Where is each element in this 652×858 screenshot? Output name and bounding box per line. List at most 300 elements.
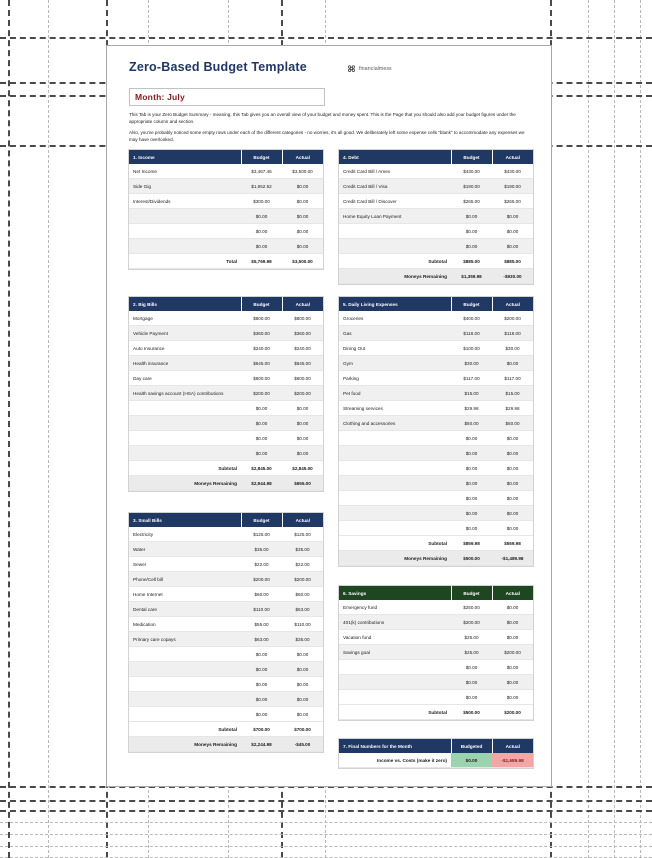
row-actual-value[interactable]: $35.00 <box>282 542 323 557</box>
row-label[interactable]: Interest/Dividends <box>129 194 241 209</box>
subtotal-row <box>129 254 323 269</box>
row-label[interactable]: Emergency fund <box>339 600 451 615</box>
row-label[interactable]: Sewer <box>129 557 241 572</box>
row-actual-value[interactable]: $0.00 <box>282 209 323 224</box>
row-label[interactable]: Mortgage <box>129 311 241 326</box>
row-label[interactable] <box>129 707 241 722</box>
table-row <box>129 677 323 692</box>
row-actual-value[interactable]: $0.00 <box>282 401 323 416</box>
table-row <box>129 311 323 326</box>
footer-label: Subtotal <box>129 461 241 476</box>
table-row <box>339 690 533 705</box>
intro-paragraph-1: This Tab is your Zero Budget Summary - meaning, this Tab gives you an overall view of your budget and money spent. This is the Page that you should also add your budget figures under the appropriate column and section. <box>129 112 516 125</box>
row-label[interactable]: Credit Card Bill / Visa <box>339 179 451 194</box>
footer-budget-value: $700.00 <box>241 722 282 737</box>
table-daily-living <box>339 297 533 566</box>
row-label[interactable] <box>129 677 241 692</box>
row-budget-value[interactable]: $0.00 <box>241 224 282 239</box>
row-label[interactable]: Vehicle Payment <box>129 326 241 341</box>
row-actual-value[interactable]: $35.00 <box>282 632 323 647</box>
footer-budget-value: $1,359.98 <box>451 269 492 284</box>
row-actual-value[interactable]: $0.00 <box>282 239 323 254</box>
table-debt <box>339 150 533 284</box>
row-actual-value[interactable]: $200.00 <box>492 645 533 660</box>
row-budget-value[interactable]: $600.00 <box>241 371 282 386</box>
row-actual-value[interactable]: $15.00 <box>492 386 533 401</box>
row-budget-value[interactable]: $400.00 <box>451 311 492 326</box>
row-actual-value[interactable]: $50.00 <box>492 416 533 431</box>
row-budget-value[interactable]: $110.00 <box>241 602 282 617</box>
table-row <box>129 209 323 224</box>
row-actual-value[interactable]: $200.00 <box>282 572 323 587</box>
row-label[interactable]: Water <box>129 542 241 557</box>
table-row <box>339 341 533 356</box>
flower-logo-icon <box>347 64 356 73</box>
row-label[interactable] <box>339 461 451 476</box>
row-budget-value[interactable]: $125.00 <box>241 527 282 542</box>
income-vs-costs-row <box>339 753 533 768</box>
table-row <box>129 662 323 677</box>
row-budget-value[interactable]: $250.00 <box>451 600 492 615</box>
row-label[interactable]: Credit Card Bill / Discover <box>339 194 451 209</box>
row-label[interactable]: Credit Card Bill / Amex <box>339 164 451 179</box>
row-budget-value[interactable]: $25.00 <box>451 630 492 645</box>
row-actual-value[interactable]: $0.00 <box>492 600 533 615</box>
row-actual-value[interactable]: $0.00 <box>492 506 533 521</box>
row-actual-value[interactable]: $0.00 <box>492 209 533 224</box>
row-label[interactable] <box>339 521 451 536</box>
table-income <box>129 150 323 269</box>
row-actual-value[interactable]: $0.00 <box>492 491 533 506</box>
row-budget-value[interactable]: $0.00 <box>241 431 282 446</box>
row-budget-value[interactable]: $25.00 <box>451 645 492 660</box>
final-numbers-title: 7. Final Numbers for the Month <box>339 739 451 753</box>
row-budget-value[interactable]: $1,952.52 <box>241 179 282 194</box>
table-row <box>339 194 533 209</box>
row-actual-value[interactable]: $118.00 <box>492 326 533 341</box>
table-row <box>129 431 323 446</box>
row-actual-value[interactable]: $0.00 <box>282 662 323 677</box>
moneys-remaining-row <box>339 551 533 566</box>
row-actual-value[interactable]: $200.00 <box>492 311 533 326</box>
row-actual-value[interactable]: $0.00 <box>282 194 323 209</box>
row-budget-value[interactable]: $15.00 <box>451 386 492 401</box>
row-label[interactable]: Side Gig <box>129 179 241 194</box>
row-budget-value[interactable]: $0.00 <box>451 446 492 461</box>
row-label[interactable]: Dental care <box>129 602 241 617</box>
row-budget-value[interactable]: $0.00 <box>451 461 492 476</box>
table-row <box>129 416 323 431</box>
table-row <box>339 356 533 371</box>
row-budget-value[interactable]: $55.00 <box>241 617 282 632</box>
table-row <box>129 692 323 707</box>
table-row <box>129 179 323 194</box>
row-label[interactable]: Pet food <box>339 386 451 401</box>
row-label[interactable] <box>129 446 241 461</box>
column-header-actual: Actual <box>282 513 323 527</box>
row-actual-value[interactable]: $0.00 <box>282 707 323 722</box>
table-header-row <box>339 297 533 311</box>
row-actual-value[interactable]: $430.00 <box>492 164 533 179</box>
table-row <box>339 326 533 341</box>
row-actual-value[interactable]: $0.00 <box>492 239 533 254</box>
moneys-remaining-row <box>129 476 323 491</box>
row-budget-value[interactable]: $0.00 <box>451 476 492 491</box>
row-actual-value[interactable]: $0.00 <box>492 476 533 491</box>
row-budget-value[interactable]: $3,467.46 <box>241 164 282 179</box>
column-header-budget: Budget <box>241 150 282 164</box>
table-row <box>339 461 533 476</box>
row-budget-value[interactable]: $30.00 <box>451 356 492 371</box>
row-actual-value[interactable]: $0.00 <box>492 675 533 690</box>
row-actual-value[interactable]: $0.00 <box>282 647 323 662</box>
intro-paragraph-2: Also, you've probably noticed some empty rows under each of the different categories - no worries, it's all good. We deliberately left some expense cells "blank" to accommodate any expenses we may have overlooked. <box>129 130 525 143</box>
row-budget-value[interactable]: $0.00 <box>241 416 282 431</box>
table-row <box>129 527 323 542</box>
table-row <box>129 326 323 341</box>
footer-actual-value: -$1,489.98 <box>492 551 533 566</box>
footer-budget-value: $859.98 <box>451 536 492 551</box>
footer-actual-value: $655.00 <box>282 476 323 491</box>
row-label[interactable] <box>339 446 451 461</box>
row-actual-value[interactable]: $0.00 <box>492 224 533 239</box>
row-actual-value[interactable]: $0.00 <box>492 521 533 536</box>
table-row <box>129 602 323 617</box>
row-actual-value[interactable]: $0.00 <box>282 416 323 431</box>
table-row <box>339 371 533 386</box>
row-budget-value[interactable]: $265.00 <box>451 194 492 209</box>
row-label[interactable] <box>339 660 451 675</box>
row-label[interactable] <box>129 431 241 446</box>
row-budget-value[interactable]: $0.00 <box>451 690 492 705</box>
row-actual-value[interactable]: $0.00 <box>492 615 533 630</box>
row-actual-value[interactable]: $0.00 <box>492 431 533 446</box>
row-budget-value[interactable]: $0.00 <box>451 239 492 254</box>
table-row <box>339 615 533 630</box>
row-budget-value[interactable]: $0.00 <box>451 491 492 506</box>
row-label[interactable] <box>339 675 451 690</box>
table-header-row <box>339 586 533 600</box>
column-header-actual: Actual <box>492 586 533 600</box>
month-value: Month: July <box>135 92 185 102</box>
row-actual-value[interactable]: $0.00 <box>282 431 323 446</box>
row-actual-value[interactable]: $0.00 <box>492 446 533 461</box>
footer-budget-value: $885.00 <box>451 254 492 269</box>
row-label[interactable]: Home Internet <box>129 587 241 602</box>
row-label[interactable]: Dining Out <box>339 341 451 356</box>
row-budget-value[interactable]: $117.00 <box>451 371 492 386</box>
row-budget-value[interactable]: $29.98 <box>451 401 492 416</box>
table-row <box>339 446 533 461</box>
row-budget-value[interactable]: $22.00 <box>241 557 282 572</box>
table-row <box>129 587 323 602</box>
row-label[interactable] <box>129 692 241 707</box>
table-final-numbers <box>339 739 533 768</box>
row-actual-value[interactable]: $0.00 <box>282 446 323 461</box>
row-actual-value[interactable]: $0.00 <box>282 692 323 707</box>
row-budget-value[interactable]: $0.00 <box>241 662 282 677</box>
final-budgeted-value: $0.00 <box>451 753 492 768</box>
row-label[interactable] <box>129 209 241 224</box>
row-label[interactable]: Health insurance <box>129 356 241 371</box>
table-row <box>339 179 533 194</box>
table-row <box>129 632 323 647</box>
column-header-budget: Budget <box>241 513 282 527</box>
subtotal-row <box>339 536 533 551</box>
row-label[interactable] <box>339 239 451 254</box>
row-label[interactable] <box>129 401 241 416</box>
row-actual-value[interactable]: $0.00 <box>282 224 323 239</box>
row-actual-value[interactable]: $600.00 <box>282 371 323 386</box>
table-header-row <box>339 150 533 164</box>
table-row <box>339 675 533 690</box>
table-row <box>129 371 323 386</box>
footer-budget-value: $500.00 <box>451 705 492 720</box>
row-actual-value[interactable]: $110.00 <box>282 617 323 632</box>
row-actual-value[interactable]: $125.00 <box>282 527 323 542</box>
footer-budget-value: $2,845.00 <box>241 461 282 476</box>
row-actual-value[interactable]: $29.98 <box>492 401 533 416</box>
row-budget-value[interactable]: $0.00 <box>451 224 492 239</box>
column-header-actual: Actual <box>282 297 323 311</box>
column-header-budget: Budget <box>451 586 492 600</box>
budget-sheet <box>106 45 552 787</box>
table-row <box>129 446 323 461</box>
table-big-bills <box>129 297 323 491</box>
row-label[interactable]: Streaming services <box>339 401 451 416</box>
row-budget-value[interactable]: $800.00 <box>241 311 282 326</box>
row-budget-value[interactable]: $0.00 <box>451 431 492 446</box>
row-label[interactable]: Clothing and accessories <box>339 416 451 431</box>
table-row <box>129 341 323 356</box>
footer-actual-value: $559.98 <box>492 536 533 551</box>
row-actual-value[interactable]: $190.00 <box>492 179 533 194</box>
row-label[interactable]: Home Equity Loan Payment <box>339 209 451 224</box>
row-label[interactable]: Health savings account (HSA) contributions <box>129 386 241 401</box>
row-actual-value[interactable]: $0.00 <box>282 179 323 194</box>
footer-label: Moneys Remaining <box>129 737 241 752</box>
table-row <box>339 164 533 179</box>
row-actual-value[interactable]: $800.00 <box>282 311 323 326</box>
table-row <box>129 707 323 722</box>
column-header-budget: Budget <box>451 297 492 311</box>
row-label[interactable] <box>339 506 451 521</box>
column-header-budget: Budget <box>241 297 282 311</box>
column-header-actual: Actual <box>282 150 323 164</box>
row-budget-value[interactable]: $0.00 <box>241 401 282 416</box>
row-budget-value[interactable]: $0.00 <box>451 660 492 675</box>
row-label[interactable] <box>129 647 241 662</box>
section-title: 2. Big Bills <box>129 297 241 311</box>
row-label[interactable] <box>129 224 241 239</box>
table-row <box>339 239 533 254</box>
row-actual-value[interactable]: $360.00 <box>282 326 323 341</box>
row-actual-value[interactable]: $200.00 <box>282 386 323 401</box>
subtotal-row <box>129 461 323 476</box>
table-row <box>339 224 533 239</box>
table-row <box>129 239 323 254</box>
page-title: Zero-Based Budget Template <box>129 60 307 74</box>
row-actual-value[interactable]: $645.00 <box>282 356 323 371</box>
row-label[interactable] <box>339 476 451 491</box>
row-actual-value[interactable]: $60.00 <box>282 587 323 602</box>
row-actual-value[interactable]: $0.00 <box>492 660 533 675</box>
row-label[interactable]: Gas <box>339 326 451 341</box>
table-row <box>129 224 323 239</box>
subtotal-row <box>339 254 533 269</box>
row-actual-value[interactable]: $0.00 <box>492 356 533 371</box>
table-row <box>339 476 533 491</box>
row-actual-value[interactable]: $22.00 <box>282 557 323 572</box>
column-header-actual: Actual <box>492 739 533 753</box>
footer-budget-value: $2,244.98 <box>241 737 282 752</box>
table-row <box>339 431 533 446</box>
row-label[interactable] <box>339 690 451 705</box>
row-budget-value[interactable]: $200.00 <box>451 615 492 630</box>
row-label[interactable]: Day care <box>129 371 241 386</box>
row-budget-value[interactable]: $240.00 <box>241 341 282 356</box>
row-label[interactable]: Vacation fund <box>339 630 451 645</box>
table-header-row <box>129 513 323 527</box>
row-budget-value[interactable]: $50.00 <box>451 416 492 431</box>
table-row <box>339 645 533 660</box>
row-actual-value[interactable]: $265.00 <box>492 194 533 209</box>
row-label[interactable]: Net Income <box>129 164 241 179</box>
row-budget-value[interactable]: $190.00 <box>451 179 492 194</box>
table-row <box>129 356 323 371</box>
row-budget-value[interactable]: $0.00 <box>241 647 282 662</box>
footer-label: Moneys Remaining <box>339 269 451 284</box>
row-budget-value[interactable]: $300.00 <box>241 194 282 209</box>
footer-label: Moneys Remaining <box>339 551 451 566</box>
row-label[interactable] <box>339 224 451 239</box>
table-row <box>339 506 533 521</box>
section-title: 3. Small Bills <box>129 513 241 527</box>
table-row <box>339 386 533 401</box>
table-row <box>129 194 323 209</box>
row-label[interactable]: Parking <box>339 371 451 386</box>
row-label[interactable]: Savings goal <box>339 645 451 660</box>
footer-label: Subtotal <box>129 722 241 737</box>
row-budget-value[interactable]: $0.00 <box>241 677 282 692</box>
moneys-remaining-row <box>339 269 533 284</box>
row-label[interactable]: Groceries <box>339 311 451 326</box>
month-field[interactable] <box>129 88 325 106</box>
row-actual-value[interactable]: $0.00 <box>282 677 323 692</box>
row-budget-value[interactable]: $0.00 <box>241 446 282 461</box>
row-actual-value[interactable]: $30.00 <box>492 341 533 356</box>
table-header-row <box>339 739 533 753</box>
column-header-budget: Budget <box>451 150 492 164</box>
table-row <box>339 660 533 675</box>
row-budget-value[interactable]: $360.00 <box>241 326 282 341</box>
footer-actual-value: $200.00 <box>492 705 533 720</box>
footer-actual-value: $700.00 <box>282 722 323 737</box>
row-label[interactable]: Phone/Cell bill <box>129 572 241 587</box>
row-actual-value[interactable]: $0.00 <box>492 690 533 705</box>
footer-budget-value: $500.00 <box>451 551 492 566</box>
row-budget-value[interactable]: $0.00 <box>451 521 492 536</box>
brand-logo <box>347 64 392 73</box>
footer-label: Subtotal <box>339 536 451 551</box>
footer-label: Total <box>129 254 241 269</box>
row-budget-value[interactable]: $118.00 <box>451 326 492 341</box>
row-actual-value[interactable]: $63.00 <box>282 602 323 617</box>
row-label[interactable] <box>129 416 241 431</box>
table-row <box>129 617 323 632</box>
row-budget-value[interactable]: $645.00 <box>241 356 282 371</box>
row-budget-value[interactable]: $0.00 <box>241 692 282 707</box>
row-budget-value[interactable]: $0.00 <box>451 209 492 224</box>
column-header-actual: Actual <box>492 297 533 311</box>
row-budget-value[interactable]: $0.00 <box>241 707 282 722</box>
row-actual-value[interactable]: $0.00 <box>492 461 533 476</box>
table-row <box>339 311 533 326</box>
footer-budget-value: $2,944.98 <box>241 476 282 491</box>
row-budget-value[interactable]: $60.00 <box>241 587 282 602</box>
footer-label: Subtotal <box>339 705 451 720</box>
final-actual-value: -$1,689.98 <box>492 753 533 768</box>
footer-label: Subtotal <box>339 254 451 269</box>
footer-budget-value: $5,769.98 <box>241 254 282 269</box>
row-budget-value[interactable]: $0.00 <box>451 675 492 690</box>
table-row <box>129 572 323 587</box>
moneys-remaining-row <box>129 737 323 752</box>
row-label[interactable] <box>129 662 241 677</box>
footer-actual-value: -$930.00 <box>492 269 533 284</box>
row-budget-value[interactable]: $200.00 <box>241 572 282 587</box>
section-title: 5. Daily Living Expenses <box>339 297 451 311</box>
row-label[interactable]: Auto Insurance <box>129 341 241 356</box>
section-title: 1. Income <box>129 150 241 164</box>
row-actual-value[interactable]: $3,500.00 <box>282 164 323 179</box>
row-budget-value[interactable]: $200.00 <box>241 386 282 401</box>
row-budget-value[interactable]: $0.00 <box>451 506 492 521</box>
subtotal-row <box>129 722 323 737</box>
row-label[interactable] <box>129 239 241 254</box>
row-budget-value[interactable]: $0.00 <box>241 209 282 224</box>
row-budget-value[interactable]: $430.00 <box>451 164 492 179</box>
row-label[interactable]: Gym <box>339 356 451 371</box>
row-budget-value[interactable]: $63.00 <box>241 632 282 647</box>
row-label[interactable] <box>339 491 451 506</box>
row-label[interactable]: Medication <box>129 617 241 632</box>
table-row <box>339 491 533 506</box>
table-row <box>339 521 533 536</box>
row-label[interactable]: 401(k) contributions <box>339 615 451 630</box>
row-budget-value[interactable]: $100.00 <box>451 341 492 356</box>
row-label[interactable] <box>339 431 451 446</box>
table-row <box>129 542 323 557</box>
subtotal-row <box>339 705 533 720</box>
table-row <box>129 401 323 416</box>
row-label[interactable]: Electricity <box>129 527 241 542</box>
section-title: 4. Debt <box>339 150 451 164</box>
table-row <box>339 630 533 645</box>
table-header-row <box>129 297 323 311</box>
footer-actual-value: $3,500.00 <box>282 254 323 269</box>
row-budget-value[interactable]: $35.00 <box>241 542 282 557</box>
column-header-actual: Actual <box>492 150 533 164</box>
table-row <box>339 600 533 615</box>
row-budget-value[interactable]: $0.00 <box>241 239 282 254</box>
table-row <box>129 647 323 662</box>
row-actual-value[interactable]: $117.00 <box>492 371 533 386</box>
row-actual-value[interactable]: $0.00 <box>492 630 533 645</box>
row-actual-value[interactable]: $240.00 <box>282 341 323 356</box>
row-label[interactable]: Primary care copays <box>129 632 241 647</box>
table-row <box>129 557 323 572</box>
